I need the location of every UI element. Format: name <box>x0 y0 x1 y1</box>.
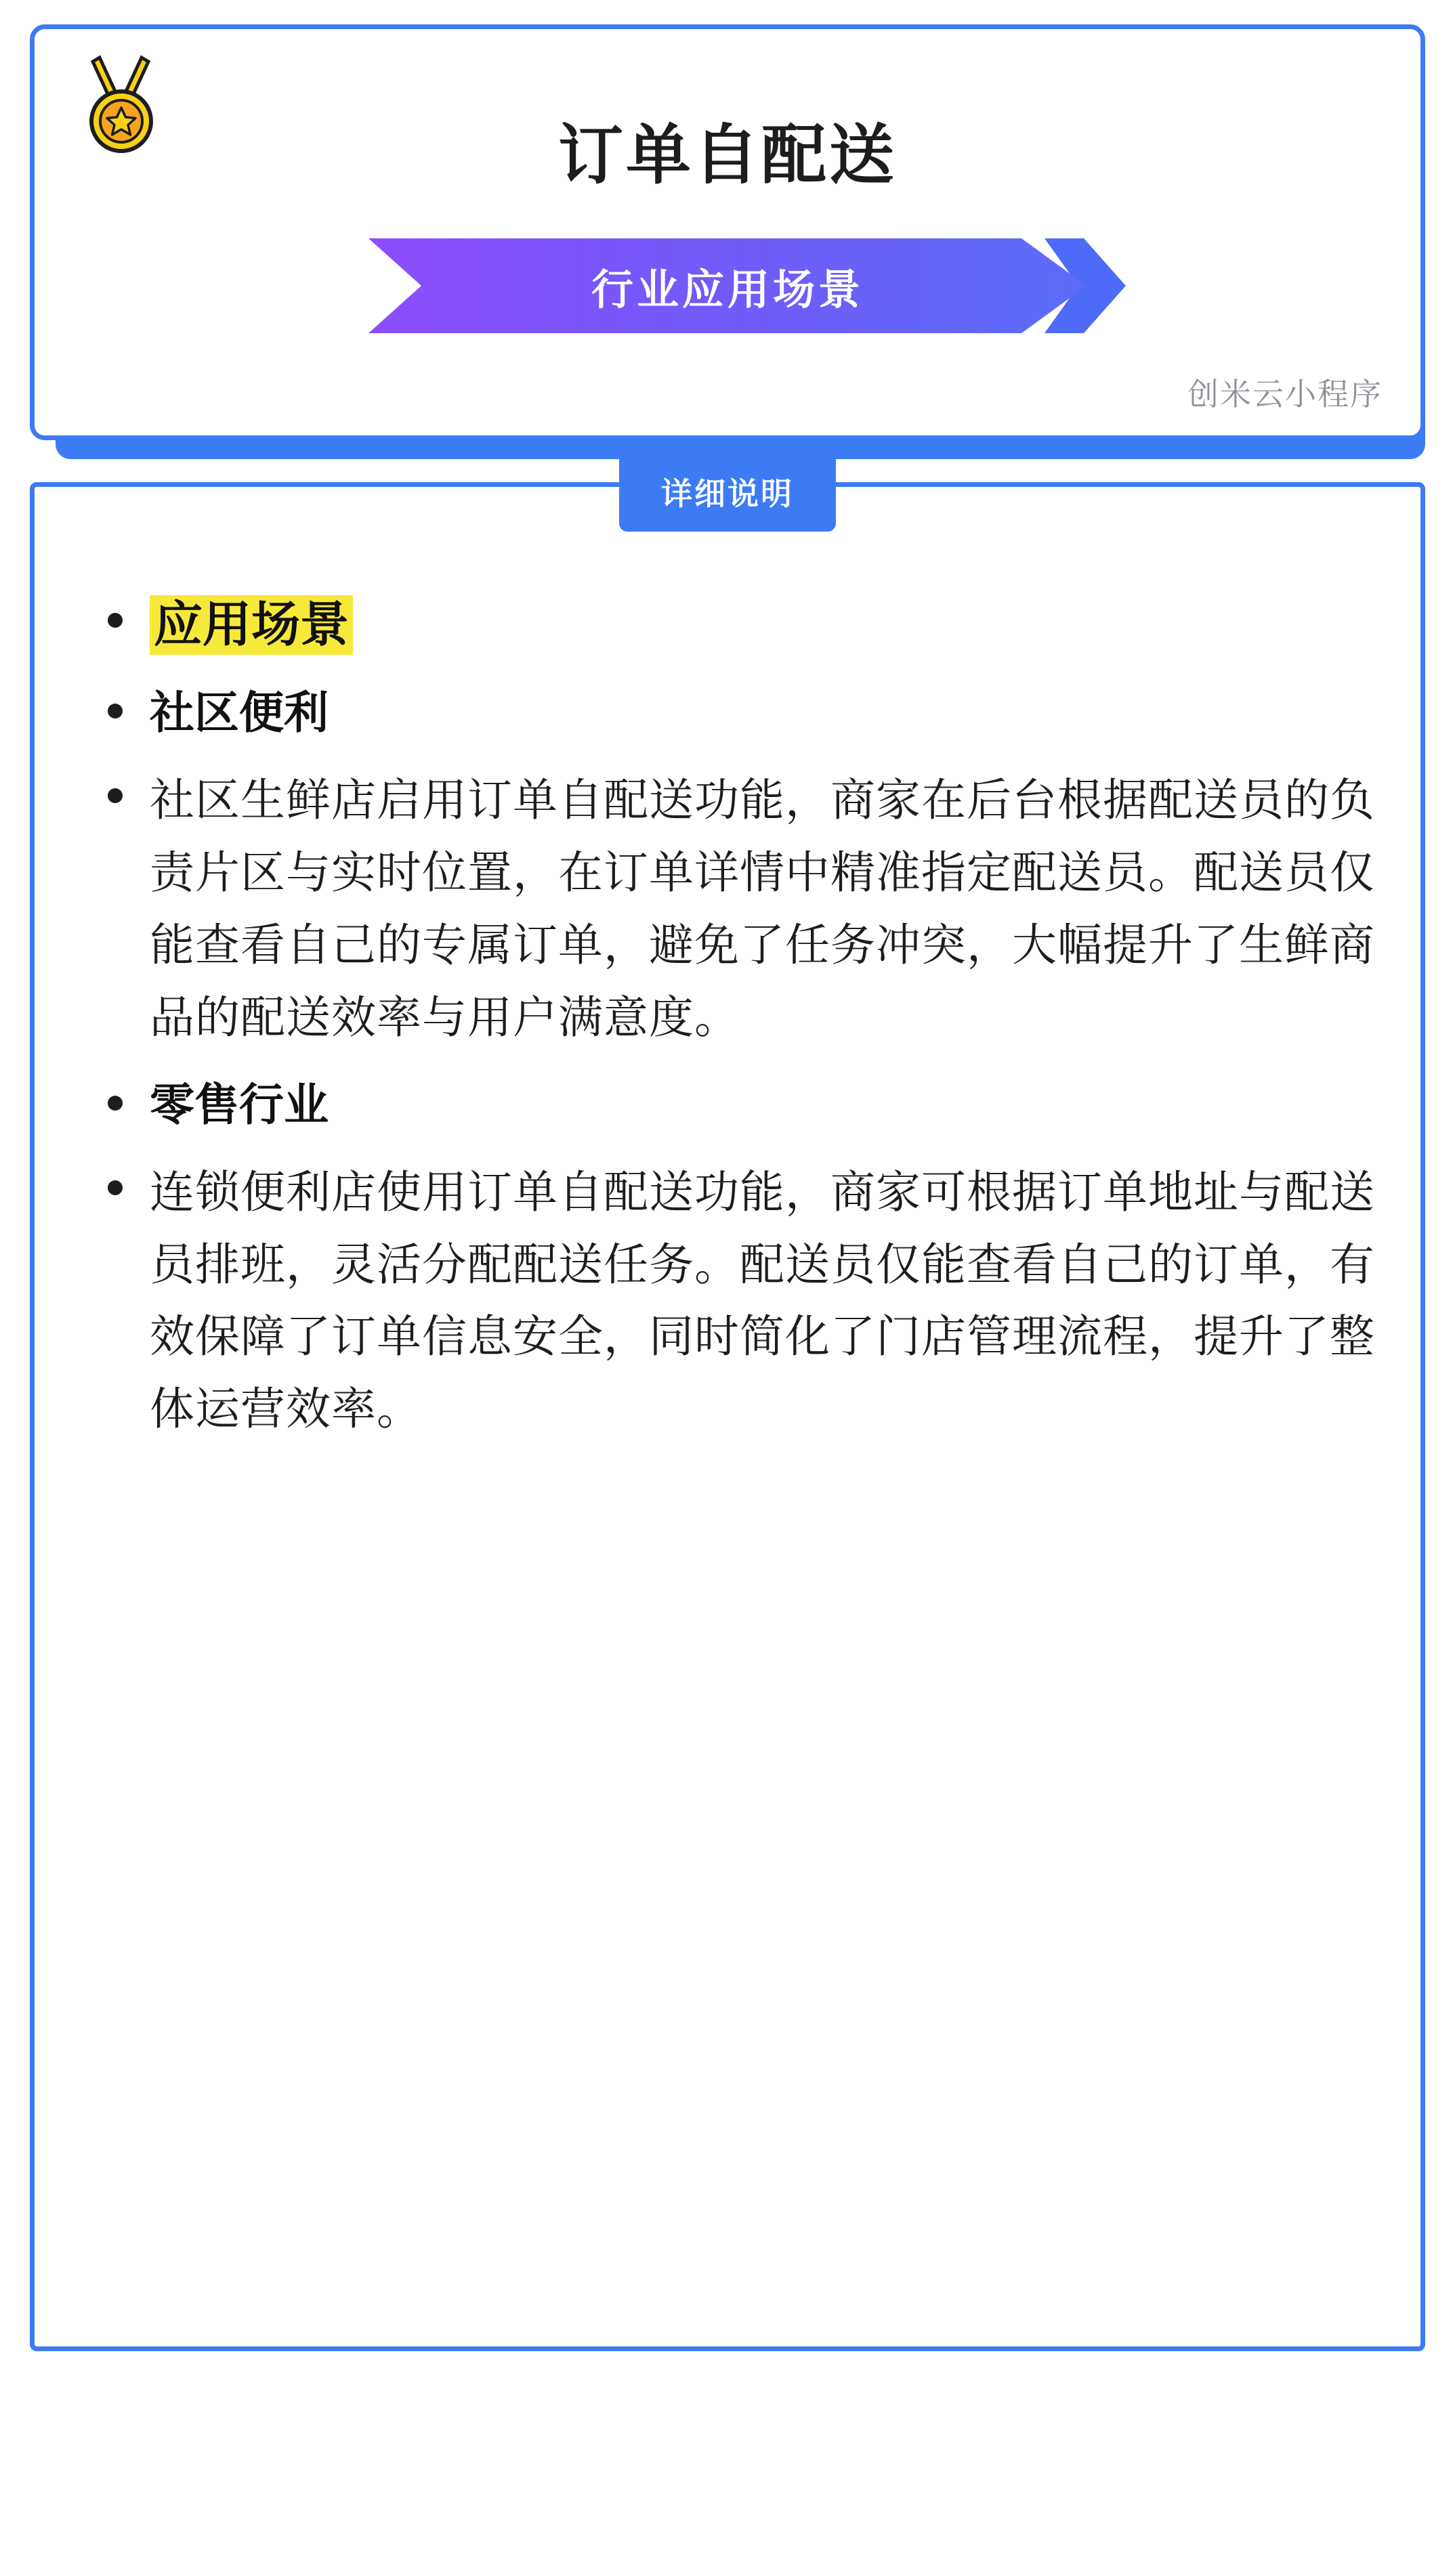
scene-heading: 应用场景 <box>150 595 353 655</box>
detail-list <box>75 588 1380 1445</box>
list-item <box>75 764 1380 1054</box>
list-item <box>75 1156 1380 1446</box>
list-item <box>75 588 1380 662</box>
detail-tab-label: 详细说明 <box>619 452 836 532</box>
brand-name: 创米云小程序 <box>1187 377 1383 412</box>
list-item <box>75 679 1380 746</box>
header-card <box>30 24 1425 440</box>
medal-icon <box>77 55 166 156</box>
paragraph-community: 社区生鲜店启用订单自配送功能，商家在后台根据配送员的负责片区与实时位置，在订单详情中精准指定配送员。配送员仅能查看自己的专属订单，避免了任务冲突，大幅提升了生鲜商品的配送效率与用户满意度。 <box>150 775 1375 1042</box>
paragraph-retail: 连锁便利店使用订单自配送功能，商家可根据订单地址与配送员排班，灵活分配配送任务。配送员仅能查看自己的订单，有效保障了订单信息安全，同时简化了门店管理流程，提升了整体运营效率。 <box>150 1166 1375 1434</box>
ribbon-row <box>72 238 1383 333</box>
scenario-ribbon <box>368 238 1087 333</box>
header-section <box>30 24 1425 440</box>
detail-card <box>30 482 1425 2351</box>
ribbon-label: 行业应用场景 <box>591 266 864 314</box>
subheading-community: 社区便利 <box>150 687 329 737</box>
subheading-retail: 零售行业 <box>150 1079 329 1130</box>
page-title: 订单自配送 <box>558 119 897 192</box>
list-item <box>75 1071 1380 1138</box>
detail-section <box>30 476 1425 2351</box>
